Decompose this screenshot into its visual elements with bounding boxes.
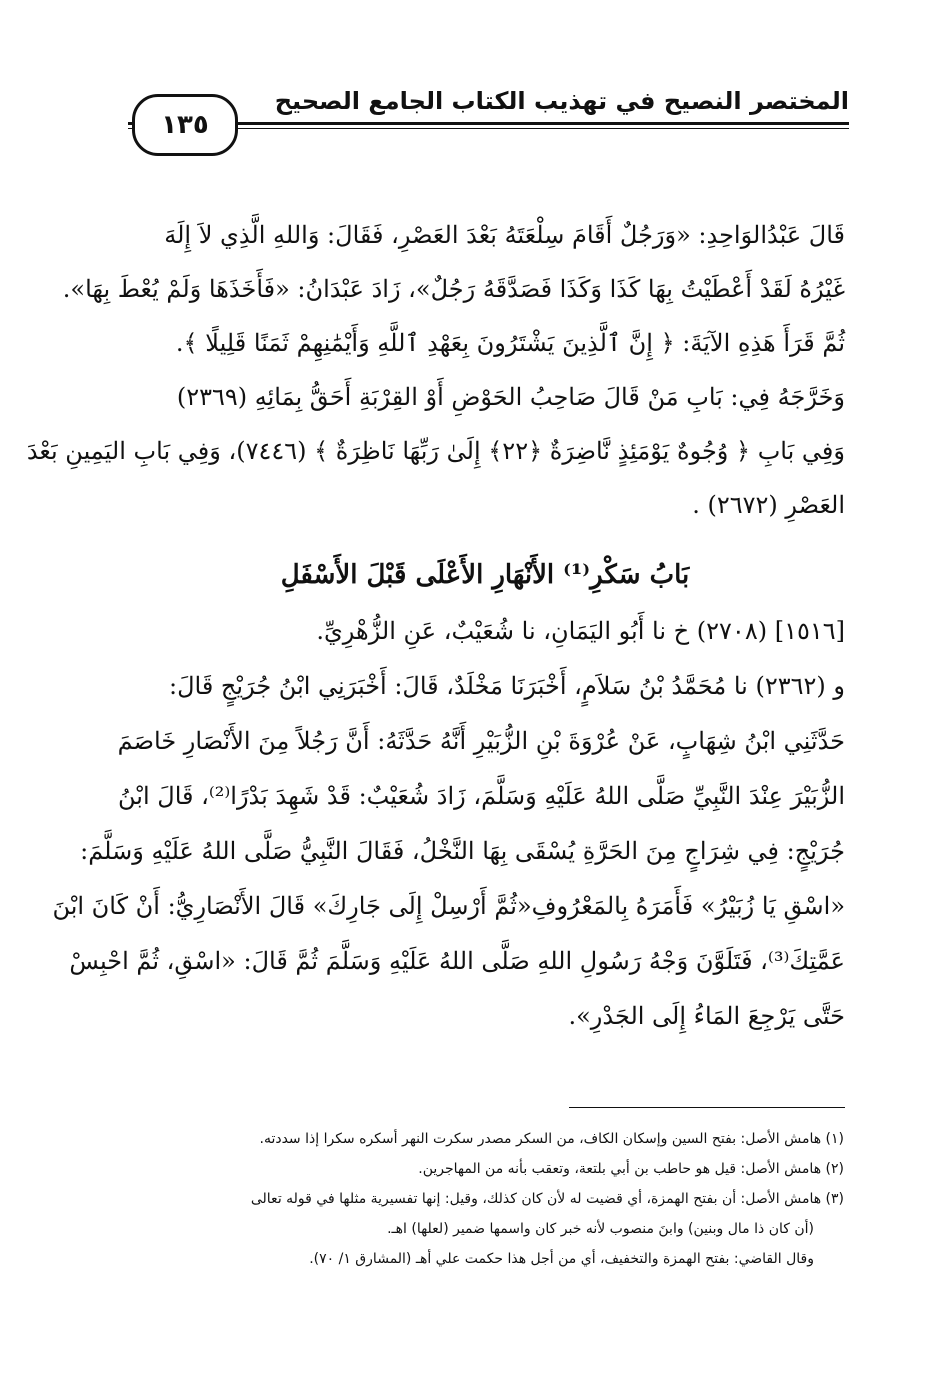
text-line: جُرَيْجٍ: فِي شِرَاجٍ مِنَ الحَرَّةِ يُسْقَى بِهَا النَّخْلُ، فَقَالَ النَّبِيُّ صَلَّى اللهُ عَلَيْهِ وَسَلَّمَ: xyxy=(80,837,845,865)
footnotes xyxy=(128,1124,844,1274)
footnote-2: (٢) هامش الأصل: قيل هو حاطب بن أبي بلتعة، وتعقب بأنه من المهاجرين. xyxy=(418,1161,844,1177)
footnote-3: (٣) هامش الأصل: أن بفتح الهمزة، أي قضيت له لأن كان كذلك، وقيل: إنها تفسيرية مثلها في قوله تعالى xyxy=(250,1191,844,1207)
text-line: وَفِي بَابِ ﴿ وُجُوهٌ يَوْمَئِذٍ نَّاضِرَةٌ ﴿٢٢﴾ إِلَىٰ رَبِّهَا نَاظِرَةٌ ﴾ (٧٤٤٦)، وَفِي بَابِ اليَمِينِ بَعْدَ xyxy=(26,437,845,465)
text-line: ثُمَّ قَرَأَ هَذِهِ الآيَةَ: ﴿ إِنَّ ٱلَّذِينَ يَشْتَرُونَ بِعَهْدِ ٱللَّهِ وَأَيْمَٰنِهِمْ ثَمَنًا قَلِيلًا ﴾. xyxy=(175,329,845,357)
text-line: «اسْقِ يَا زُبَيْرُ» فَأَمَرَهُ بِالمَعْرُوفِ«ثُمَّ أَرْسِلْ إِلَى جَارِكَ» قَالَ الأَنْصَارِيُّ: أَنْ كَانَ ابْنَ xyxy=(52,892,845,920)
text-line: حَدَّثَنِي ابْنُ شِهَابٍ، عَنْ عُرْوَةَ بْنِ الزُّبَيْرِ أَنَّهُ حَدَّثَهُ: أَنَّ رَجُلاً مِنَ الأَنْصَارِ خَاصَمَ xyxy=(117,727,845,755)
text-line: الزُّبَيْرَ عِنْدَ النَّبِيِّ صَلَّى اللهُ عَلَيْهِ وَسَلَّمَ، زَادَ شُعَيْبٌ: قَدْ شَهِدَ بَدْرًا⁽²⁾، قَالَ ابْنُ xyxy=(118,782,845,810)
hadith-paragraph-2 xyxy=(52,604,845,1044)
text-line: وَخَرَّجَهُ فِي: بَابِ مَنْ قَالَ صَاحِبُ الحَوْضِ أَوْ القِرْبَةِ أَحَقُّ بِمَائِهِ (٢٣٦٩) xyxy=(176,383,845,411)
page-number: ١٣٥ xyxy=(161,110,209,140)
footnote-3-continued: (أن كان ذا مال وبنين) وابنَ منصوب لأنه خبر كان واسمها ضمير (لعلها) اهـ. xyxy=(387,1221,814,1237)
text-line: غَيْرُهُ لَقَدْ أَعْطَيْتُ بِهَا كَذَا وَكَذَا فَصَدَّقَهُ رَجُلٌ»، زَادَ عَبْدَانُ: «فَأَخَذَهَا وَلَمْ يُعْطَ بِهَا». xyxy=(62,275,845,303)
footnote-1: (١) هامش الأصل: بفتح السين وإسكان الكاف، من السكر مصدر سكرت النهر أسكره سكرا إذا سددته. xyxy=(259,1131,844,1147)
text-line: عَمَّتِكَ⁽³⁾، فَتَلَوَّنَ وَجْهُ رَسُولِ اللهِ صَلَّى اللهُ عَلَيْهِ وَسَلَّمَ ثُمَّ قَالَ: «اسْقِ، ثُمَّ احْبِسْ xyxy=(69,947,845,975)
text-line: حَتَّى يَرْجِعَ المَاءُ إِلَى الجَدْرِ». xyxy=(568,1002,845,1030)
text-line: العَصْرِ (٢٦٧٢) . xyxy=(692,491,845,519)
chapter-heading: بَابُ سَكْرِ⁽¹⁾ الأَنْهَارِ الأَعْلَى قَبْلَ الأَسْفَلِ xyxy=(280,560,690,590)
footnote-separator xyxy=(569,1107,845,1108)
hadith-paragraph-1 xyxy=(26,208,845,532)
text-line: قَالَ عَبْدُالوَاحِدِ: «وَرَجُلٌ أَقَامَ سِلْعَتَهُ بَعْدَ العَصْرِ، فَقَالَ: وَاللهِ الَّذِي لاَ إِلَهَ xyxy=(164,221,845,249)
text-line: و (٢٣٦٢) نا مُحَمَّدُ بْنُ سَلاَمٍ، أَخْبَرَنَا مَخْلَدٌ، قَالَ: أَخْبَرَنِي ابْنُ جُرَيْجٍ قَالَ: xyxy=(168,672,845,700)
footnote-3-continued: وقال القاضي: بفتح الهمزة والتخفيف، أي من أجل هذا حكمت علي أهـ (المشارق ١/ ٧٠). xyxy=(309,1251,814,1267)
page-number-frame xyxy=(132,94,238,156)
text-line: [١٥١٦] (٢٧٠٨) خ نا أَبُو اليَمَانِ، نا شُعَيْبٌ، عَنِ الزُّهْرِيِّ. xyxy=(316,617,845,645)
running-header-title: المختصر النصيح في تهذيب الكتاب الجامع الصحيح xyxy=(274,87,849,115)
